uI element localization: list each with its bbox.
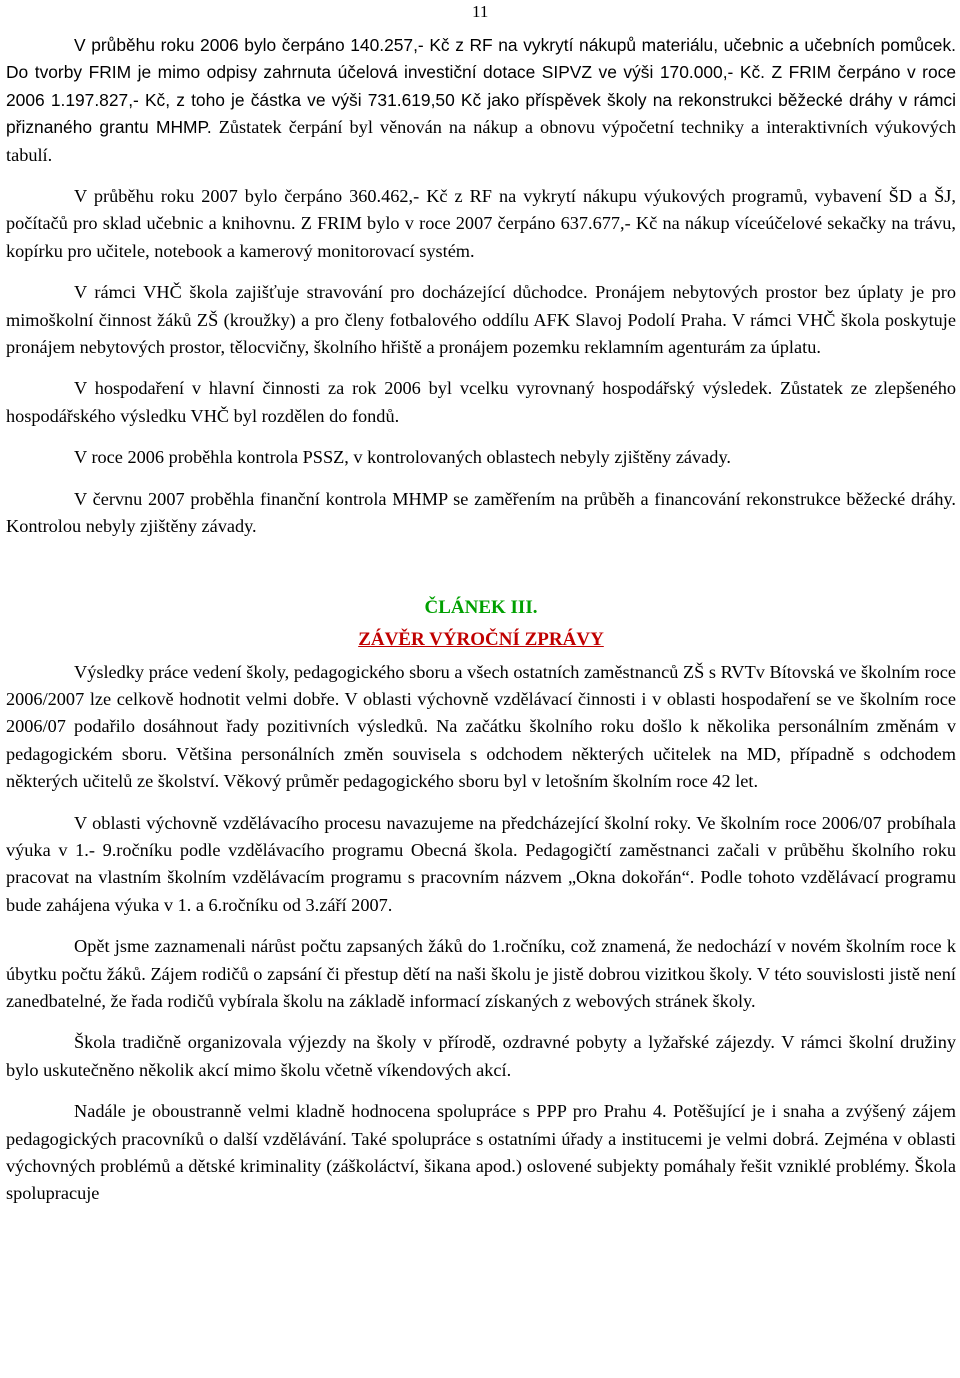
paragraph-vhc: V rámci VHČ škola zajišťuje stravování pro docházející důchodce. Pronájem nebytových prostor bez úplaty je pro mimoškolní činnost žáků ZŠ (kroužky) a pro členy fotbalového oddílu AFK Slavoj Podolí Praha. V rámci VHČ škola poskytuje pronájem nebytových prostor, tělocvičny, školního hřiště a pronájem pozemku reklamním agenturám za úplatu. bbox=[6, 282, 956, 358]
section-title: ZÁVĚR VÝROČNÍ ZPRÁVY bbox=[358, 628, 604, 650]
document-body bbox=[6, 32, 956, 1222]
paragraph-funds-2006-sans: V průběhu roku 2006 bylo čerpáno 140.257,- Kč z RF na vykrytí nákupů materiálu, učebnic a učebních pomůcek. Do tvorby FRIM je mimo odpisy zahrnuta účelová investiční dotace SIPVZ ve výši 170.000,- Kč. Z FRIM čerpáno v roce 2006 1.197.827,- Kč, z toho je částka ve výši 731.619,50 Kč jako příspěvek školy na rekonstrukci běžecké dráhy v rámci přiznaného grantu MHMP. bbox=[6, 35, 956, 138]
paragraph-funds-2007: V průběhu roku 2007 bylo čerpáno 360.462,- Kč z RF na vykrytí nákupu výukových programů, vybavení ŠD a ŠJ, počítačů pro sklad učebnic a knihovnu. Z FRIM bylo v roce 2007 čerpáno 637.677,- Kč na nákup víceúčelové sekačky na trávu, kopírku pro učitele, notebook a kamerový monitorovací systém. bbox=[6, 186, 956, 261]
page-number: 11 bbox=[472, 2, 489, 21]
paragraph-kontrola-mhmp: V červnu 2007 proběhla finanční kontrola MHMP se zaměřením na průběh a financování rekonstrukce běžecké dráhy. Kontrolou nebyly zjištěny závady. bbox=[6, 488, 956, 537]
paragraph-conclusion-results: Výsledky práce vedení školy, pedagogického sboru a všech ostatních zaměstnanců ZŠ s RVTv Bítovská ve školním roce 2006/2007 lze celkově hodnotit velmi dobře. V oblasti výchovně vzdělávací činnosti i v oblasti hospodaření se ve školním roce 2006/07 podařilo dosáhnout řady pozitivních výsledků. Na začátku školního roku došlo k několika personálním změnám v pedagogickém sboru. Většina personálních změn souvisela s odchodem některých učitelek na MD, případně s odchodem některých učitelů ze školství. Věkový průměr pedagogického sboru byl v letošním školním roce 42 let. bbox=[6, 661, 956, 792]
paragraph-conclusion-cooperation: Nadále je oboustranně velmi kladně hodnocena spolupráce s PPP pro Prahu 4. Potěšující je i snaha a zvýšený zájem pedagogických pracovníků o další vzdělávání. Také spolupráce s ostatními úřady a institucemi je velmi dobrá. Zejména v oblasti výchovných problémů a dětské kriminality (záškoláctví, šikana apod.) oslovené subjekty pomáhaly řešit vzniklé problémy. Škola spolupracuje bbox=[6, 1101, 956, 1204]
paragraph-conclusion-enrollment: Opět jsme zaznamenali nárůst počtu zapsaných žáků do 1.ročníku, což znamená, že nedochází v novém školním roce k úbytku počtu žáků. Zájem rodičů o zapsání či přestup dětí na naši školu je jistě dobrou vizitkou školy. V této souvislosti jistě není zanedbatelné, že řada rodičů vybírala školu na základě informací získaných z webových stránek školy. bbox=[6, 936, 956, 1011]
paragraph-conclusion-education: V oblasti výchovně vzdělávacího procesu navazujeme na předcházející školní roky. Ve školním roce 2006/07 probíhala výuka v 1.- 9.ročníku podle vzdělávacího programu Obecná škola. Pedagogičtí zaměstnanci začali v průběhu školního roku pracovat na vlastním školním vzdělávacím programu s pracovním názvem „Okna dokořán“. Podle tohoto vzdělávací programu bude zahájena výuka v 1. a 6.ročníku od 3.září 2007. bbox=[6, 812, 956, 915]
article-heading: ČLÁNEK III. bbox=[424, 596, 538, 618]
paragraph-kontrola-pssz: V roce 2006 proběhla kontrola PSSZ, v kontrolovaných oblastech nebyly zjištěny závady. bbox=[74, 447, 731, 468]
paragraph-hospodareni: V hospodaření v hlavní činnosti za rok 2006 byl vcelku vyrovnaný hospodářský výsledek. Zůstatek ze zlepšeného hospodářského výsledku VHČ byl rozdělen do fondů. bbox=[6, 378, 956, 426]
paragraph-conclusion-trips: Škola tradičně organizovala výjezdy na školy v přírodě, ozdravné pobyty a lyžařské zájezdy. V rámci školní družiny bylo uskutečněno několik akcí mimo školu včetně víkendových akcí. bbox=[6, 1032, 956, 1080]
paragraph-funds-2006 bbox=[6, 32, 956, 169]
paragraph-funds-2006-serif: Zůstatek čerpání byl věnován na nákup a obnovu výpočetní techniky a interaktivních výukových tabulí. bbox=[6, 117, 956, 165]
